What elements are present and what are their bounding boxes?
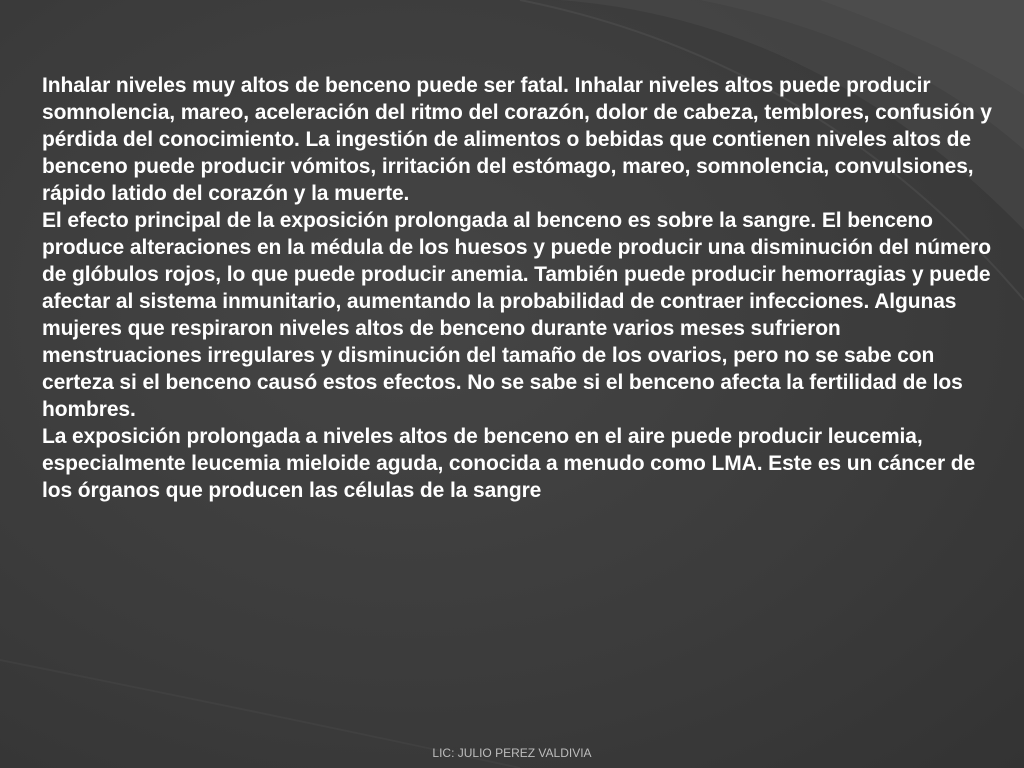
paragraph-inhalation-effects: Inhalar niveles muy altos de benceno puede ser fatal. Inhalar niveles altos puede producir somnolencia, mareo, aceleración del ritmo del corazón, dolor de cabeza, temblores, confusión y pérdida del conocimiento. La ingestión de alimentos o bebidas que contienen niveles altos de benceno puede producir vómitos, irritación del estómago, mareo, somnolencia, convulsiones, rápido latido del corazón y la muerte. bbox=[42, 74, 992, 205]
slide-footer: LIC: JULIO PEREZ VALDIVIA bbox=[432, 746, 592, 760]
paragraph-leukemia: La exposición prolongada a niveles altos de benceno en el aire puede producir leucemia, especialmente leucemia mieloide aguda, conocida a menudo como LMA. Este es un cáncer de los órganos que producen las células de la sangre bbox=[42, 425, 976, 502]
paragraph-blood-effects: El efecto principal de la exposición prolongada al benceno es sobre la sangre. El benceno produce alteraciones en la médula de los huesos y puede producir una disminución del número de glóbulos rojos, lo que puede producir anemia. También puede producir hemorragias y puede afectar al sistema inmunitario, aumentando la probabilidad de contraer infecciones. Algunas mujeres que respiraron niveles altos de benceno durante varios meses sufrieron menstruaciones irregulares y disminución del tamaño de los ovarios, pero no se sabe con certeza si el benceno causó estos efectos. No se sabe si el benceno afecta la fertilidad de los hombres. bbox=[42, 209, 991, 421]
slide-body bbox=[42, 72, 1002, 504]
